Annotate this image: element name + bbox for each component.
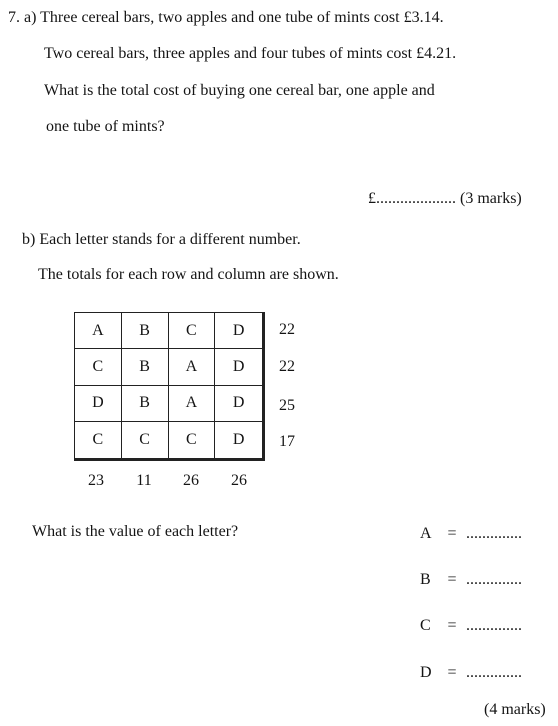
row-total: 25 xyxy=(279,397,295,414)
grid-cell: D xyxy=(215,349,262,385)
equals-sign: = xyxy=(447,571,457,588)
equals-sign: = xyxy=(447,664,457,681)
answer-letter: A xyxy=(420,525,432,542)
equals-sign: = xyxy=(447,525,457,542)
answer-line-7a: £.................... (3 marks) xyxy=(368,190,522,207)
answer-letter: B xyxy=(420,571,431,588)
grid-cell: B xyxy=(122,313,169,349)
answer-letter: D xyxy=(420,664,432,681)
answer-blank: .............. xyxy=(466,525,522,542)
row-total: 22 xyxy=(279,321,295,338)
grid-cell: D xyxy=(75,386,122,422)
answer-line-d xyxy=(420,663,522,683)
grid-cell: C xyxy=(75,422,122,458)
answer-blank: .............. xyxy=(466,617,522,634)
grid-cell: D xyxy=(232,430,245,448)
grid-cell: D xyxy=(215,386,262,422)
column-total: 11 xyxy=(136,472,152,489)
grid-cell: A xyxy=(169,386,216,422)
answer-line-a xyxy=(420,524,522,544)
grid-cell: A xyxy=(75,313,122,349)
marks-7b: (4 marks) xyxy=(484,701,546,718)
question-7a-line-2: Two cereal bars, three apples and four tubes of mints cost £4.21. xyxy=(44,45,457,62)
grid-cell: D xyxy=(215,313,262,349)
column-total: 26 xyxy=(183,472,199,489)
answer-blank: .............. xyxy=(466,571,522,588)
grid-cell: A xyxy=(169,349,216,385)
grid-cell: B xyxy=(122,349,169,385)
grid-cell: C xyxy=(169,422,216,458)
answer-blank: .............. xyxy=(466,664,522,681)
row-total: 17 xyxy=(279,433,295,450)
letter-grid xyxy=(74,312,265,461)
question-7a-line-3: What is the total cost of buying one cereal bar, one apple and xyxy=(44,82,435,99)
grid-cell: C xyxy=(75,349,122,385)
answer-line-b xyxy=(420,570,522,590)
equals-sign: = xyxy=(447,617,457,634)
grid-cell: C xyxy=(122,422,169,458)
column-total: 26 xyxy=(231,472,247,489)
question-7a-line-1: 7. a) Three cereal bars, two apples and one tube of mints cost £3.14. xyxy=(8,9,444,26)
question-7a-line-4: one tube of mints? xyxy=(46,118,165,135)
question-7b-intro-2: The totals for each row and column are shown. xyxy=(38,266,339,283)
grid-cell: B xyxy=(122,386,169,422)
row-total: 22 xyxy=(279,358,295,375)
column-total: 23 xyxy=(88,472,104,489)
question-7b-intro-1: b) Each letter stands for a different number. xyxy=(22,231,301,248)
letter-value-question: What is the value of each letter? xyxy=(32,523,239,540)
grid-cell: C xyxy=(169,313,216,349)
answer-line-c xyxy=(420,616,522,636)
answer-letter: C xyxy=(420,617,431,634)
